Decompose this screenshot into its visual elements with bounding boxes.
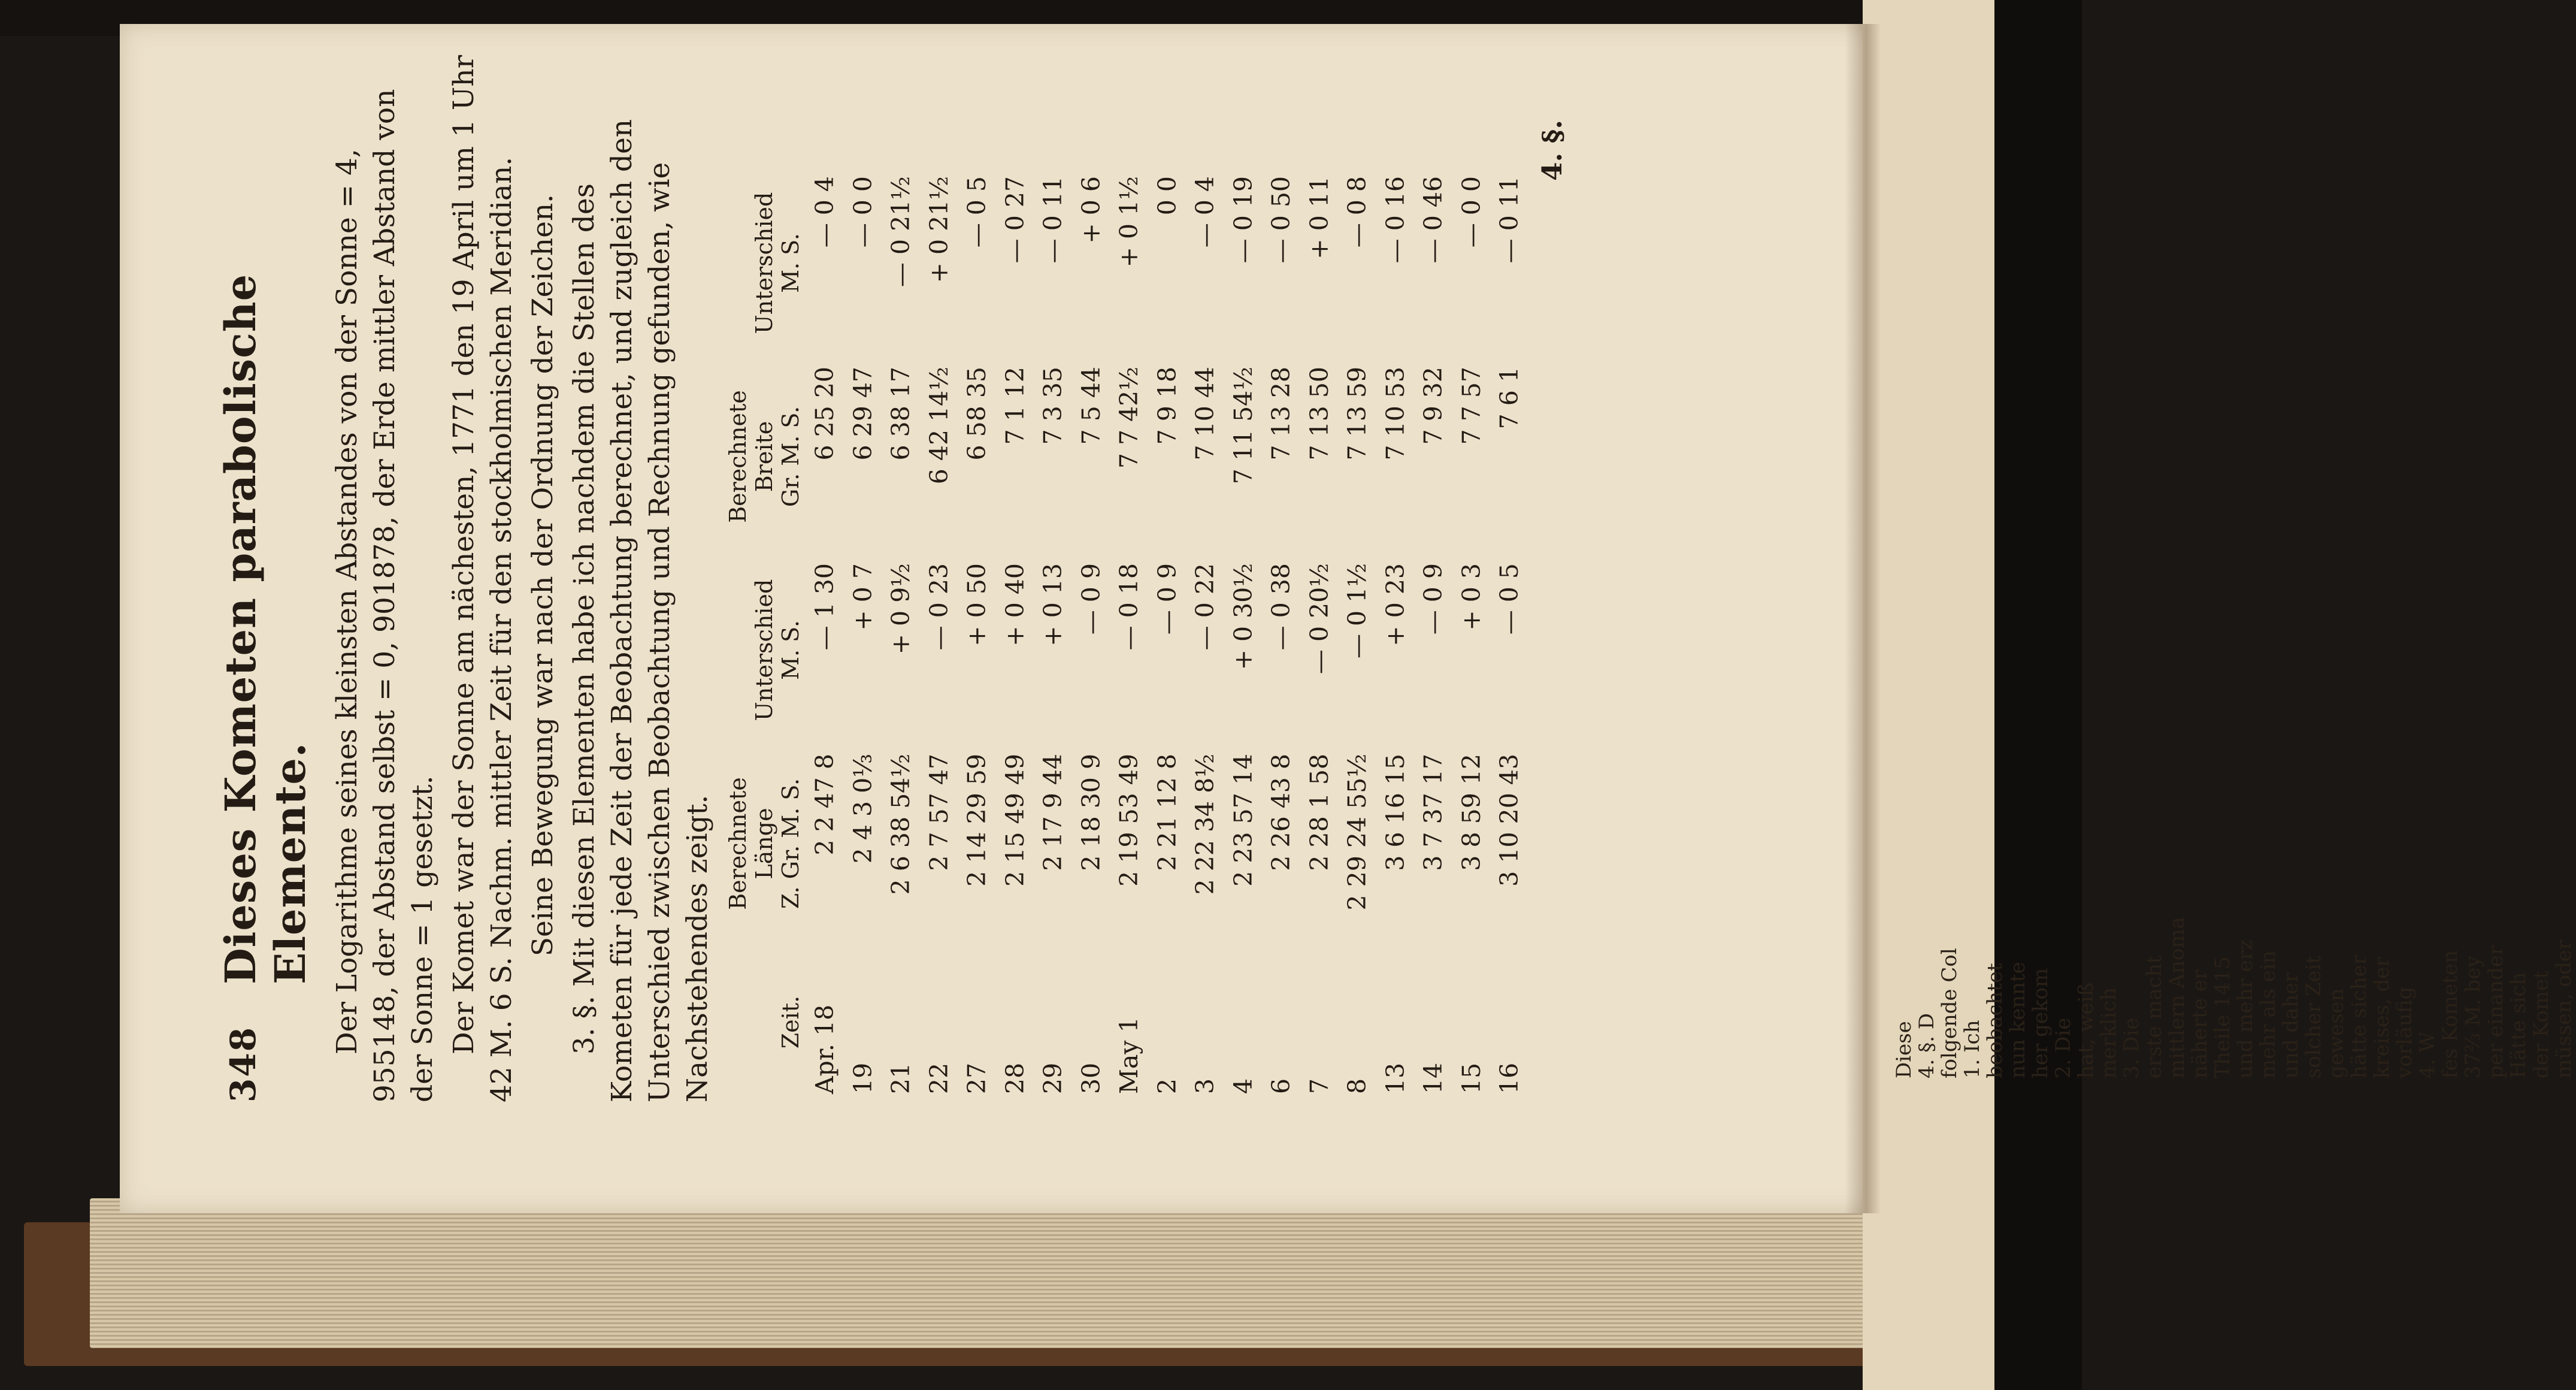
cell-date: 15 [1457,1062,1486,1094]
cell-date: 3 [1191,1078,1219,1094]
cell-diff-2: — 0 11 [1495,176,1524,264]
facing-line: folgende Col [1938,948,1961,1078]
cell-diff-2: 0 0 [1152,176,1182,216]
table-row [1034,168,1073,1102]
cell-laenge: 3 6 16 15 [1381,754,1410,871]
cell-breite: 7 13 50 [1304,367,1334,461]
table-row [958,168,997,1102]
cell-diff-1: + 0 30½ [1228,563,1258,670]
header-breite [725,358,806,555]
facing-line: hat, weiß [2074,982,2098,1078]
paragraph-motion: Seine Bewegung war nach der Ordnung der Zeichen. [526,194,559,957]
header-laenge [725,745,806,942]
cell-diff-1: + 0 50 [962,563,991,646]
cell-laenge: 2 19 53 49 [1115,754,1143,887]
facing-line: 3. Die [2120,1017,2144,1078]
cell-diff-2: — 0 16 [1381,176,1410,264]
header-zeit: Zeit. [777,995,804,1049]
cell-diff-1: — 0 1½ [1343,563,1372,658]
facing-line: näherte er [2188,969,2212,1078]
cell-diff-1: — 0 22 [1191,563,1219,651]
cell-date: 19 [848,1062,877,1094]
paragraph-section-3: 3. §. Mit diesen Elementen habe ich nachdem die Stellen des Kometen für jede Zeit der Beobachtung berechnet, und zugleich den Unterschied zwischen Beobachtung und Rechnung gefunden, wie Nachstehendes zeigt. [568,119,714,1102]
table-row [806,168,844,1102]
cell-diff-1: + 0 9½ [886,563,915,655]
comet-position-table [725,168,1529,1102]
header-laenge-label: Berechnete Länge [725,777,777,910]
cell-date: 21 [886,1062,915,1094]
table-body [806,168,1529,1102]
cell-breite: 6 29 47 [848,367,877,461]
cell-diff-1: + 0 13 [1039,563,1067,646]
cell-diff-1: — 0 5 [1495,563,1524,635]
facing-line: und daher [2279,972,2303,1078]
table-row [882,168,921,1102]
cell-date: 30 [1076,1062,1106,1094]
table-row [1339,168,1377,1102]
header-diff-2 [725,168,806,358]
facing-line: 37⅔ M. bey [2461,956,2485,1078]
cell-breite: 7 1 12 [1000,367,1030,445]
facing-line: 4. W [2415,1031,2439,1078]
table-row [1073,168,1111,1102]
table-row [921,168,959,1102]
cell-diff-2: + 0 21½ [924,176,953,283]
table-row [1453,168,1491,1102]
page-block-edges [90,1198,1982,1348]
facing-line: per einander [2484,945,2508,1078]
cell-breite: 7 9 32 [1419,367,1448,445]
facing-line: kreises, der [2370,957,2394,1078]
header-laenge-units: Z. Gr. M. S. [777,778,804,909]
facing-line: gewesen [2324,988,2348,1078]
cell-laenge: 2 17 9 44 [1039,754,1067,871]
cell-diff-2: + 0 1½ [1115,176,1143,268]
facing-line: Hätte sich [2507,972,2530,1078]
cell-diff-2: — 0 8 [1343,176,1372,248]
table-row [1110,168,1149,1102]
facing-line: vorläufig [2393,986,2417,1078]
facing-line: und mehr erz [2233,939,2257,1078]
cell-breite: 7 13 59 [1343,367,1372,461]
table-header-row [725,168,806,1102]
cell-date: 4 [1228,1078,1258,1094]
cell-laenge: 2 18 30 9 [1076,754,1106,871]
cell-breite: 7 10 53 [1381,367,1410,461]
facing-line: Diese [1892,1021,1916,1078]
cell-diff-1: — 0 18 [1115,563,1143,651]
cell-laenge: 2 21 12 8 [1152,754,1182,871]
header-diff-2-units: M. S. [777,233,804,293]
cell-diff-1: — 0 9 [1152,563,1182,635]
cell-diff-2: — 0 4 [810,176,839,248]
cell-breite: 7 10 44 [1191,367,1219,461]
cell-date: 16 [1495,1062,1524,1094]
cell-date: 28 [1000,1062,1030,1094]
table-row [844,168,883,1102]
cell-diff-2: — 0 0 [1457,176,1486,248]
cell-diff-2: — 0 46 [1419,176,1448,264]
cell-breite: 7 6 1 [1495,367,1524,430]
cell-laenge: 2 4 3 0⅓ [848,754,877,864]
facing-line: 2. Die [2051,1017,2075,1078]
cell-date: 27 [962,1062,991,1094]
facing-line: müssen, oder [2552,939,2576,1078]
cell-breite: 6 38 17 [886,367,915,461]
cell-diff-1: + 0 7 [848,563,877,631]
cell-breite: 7 3 35 [1039,367,1067,445]
cell-laenge: 2 2 47 8 [810,754,839,856]
cell-laenge: 2 15 49 49 [1000,754,1030,887]
cell-date: 22 [924,1062,953,1094]
cell-laenge: 3 7 37 17 [1419,754,1448,871]
facing-page-lines [1893,0,2575,1078]
header-diff-1-units: M. S. [777,620,804,680]
cell-date: 7 [1304,1078,1334,1094]
page-header [216,48,315,1102]
cell-date: 6 [1267,1078,1295,1094]
header-breite-label: Berechnete Breite [725,390,777,523]
cell-date: 13 [1381,1062,1410,1094]
cell-breite: 7 7 57 [1457,367,1486,445]
facing-line: solcher Zeit [2302,955,2326,1078]
cell-diff-2: — 0 19 [1228,176,1258,264]
cell-laenge: 2 22 34 8½ [1191,754,1219,895]
cell-diff-1: — 0 20½ [1304,563,1334,675]
cell-breite: 6 58 35 [962,367,991,461]
cell-laenge: 2 7 57 47 [924,754,953,871]
table-row [1491,168,1529,1102]
table-row [1263,168,1301,1102]
facing-line: erste macht [2142,955,2166,1078]
facing-line: merklich [2097,987,2121,1078]
cell-laenge: 2 23 57 14 [1228,754,1258,887]
cell-diff-2: — 0 11 [1039,176,1067,264]
cell-diff-2: + 0 6 [1076,176,1106,244]
facing-line: nun kennte [2006,962,2030,1078]
cell-laenge: 2 6 38 54½ [886,754,915,895]
table-row [1301,168,1339,1102]
cell-laenge: 2 28 1 58 [1304,754,1334,871]
facing-line: her gekom [2029,968,2053,1078]
facing-line: mittlern Anoma [2165,917,2189,1078]
header-diff-1 [725,555,806,745]
paragraph-logarithm: Der Logarithme seines kleinsten Abstandes von der Sonne = 4, 955148, der Abstand selbst = 0, 901878, der Erde mittler Abstand von der Sonne = 1 gesetzt. [331,89,439,1102]
cell-breite: 7 5 44 [1076,367,1106,445]
facing-line: fes Kometen [2438,950,2462,1078]
cell-diff-1: + 0 23 [1381,563,1410,646]
cell-laenge: 2 14 29 59 [962,754,991,887]
cell-laenge: 3 10 20 43 [1495,754,1524,887]
facing-line: mehr als ein [2256,950,2280,1078]
table-row [997,168,1035,1102]
paragraph-perihelion: Der Komet war der Sonne am nächesten, 1771 den 19 April um 1 Uhr 42 M. 6 S. Nachm. mittler Zeit für den stockholmischen Meridian. [447,55,518,1102]
table-row [1225,168,1263,1102]
section-marker: 4. §. [1536,120,1568,181]
cell-diff-2: — 0 4 [1191,176,1219,248]
cell-laenge: 2 26 43 8 [1267,754,1295,871]
cell-breite: 6 42 14½ [924,367,953,485]
cell-breite: 6 25 20 [810,367,839,461]
facing-line: Theile 1415 [2211,956,2235,1078]
facing-line: hätte sicher [2347,954,2371,1078]
cell-breite: 7 9 18 [1152,367,1182,445]
cell-diff-1: — 0 23 [924,563,953,651]
table-row [1149,168,1187,1102]
cell-diff-1: — 1 30 [810,563,839,651]
table-row [1415,168,1453,1102]
cell-diff-2: — 0 21½ [886,176,915,288]
cell-breite: 7 13 28 [1267,367,1295,461]
cell-diff-2: — 0 27 [1000,176,1030,264]
cell-diff-1: — 0 38 [1267,563,1295,651]
cell-date: 29 [1039,1062,1067,1094]
table-row [1377,168,1415,1102]
page-content [216,24,1905,1126]
cell-date: 2 [1152,1078,1182,1094]
cell-date: 8 [1343,1078,1372,1094]
facing-line: 4. §. D [1915,1013,1939,1078]
cell-diff-2: + 0 11 [1304,176,1334,259]
facing-page-text [1892,0,2576,1078]
header-diff-1-label: Unterschied [751,579,777,721]
facing-line: der Komet [2529,971,2553,1078]
cell-diff-1: + 0 3 [1457,563,1486,631]
facing-line: 1. Ich [1960,1020,1984,1078]
cell-laenge: 2 29 24 55½ [1343,754,1372,911]
header-diff-2-label: Unterschied [751,192,777,334]
table-row [1186,168,1225,1102]
running-title: Dieses Kometen parabolische Elemente. [216,273,315,984]
cell-date: May 1 [1115,1017,1143,1094]
cell-diff-2: — 0 0 [848,176,877,248]
cell-diff-2: — 0 50 [1267,176,1295,264]
cell-diff-1: + 0 40 [1000,563,1030,646]
page-number: 348 [223,1026,264,1102]
cell-date: Apr. 18 [810,1004,839,1094]
cell-breite: 7 11 54½ [1228,367,1258,485]
facing-line: beobachtet [1983,963,2007,1078]
cell-diff-1: — 0 9 [1419,563,1448,635]
cell-date: 14 [1419,1062,1448,1094]
cell-breite: 7 7 42½ [1115,367,1143,469]
cell-laenge: 3 8 59 12 [1457,754,1486,871]
cell-diff-1: — 0 9 [1076,563,1106,635]
cell-diff-2: — 0 5 [962,176,991,248]
header-breite-units: Gr. M. S. [777,406,804,507]
